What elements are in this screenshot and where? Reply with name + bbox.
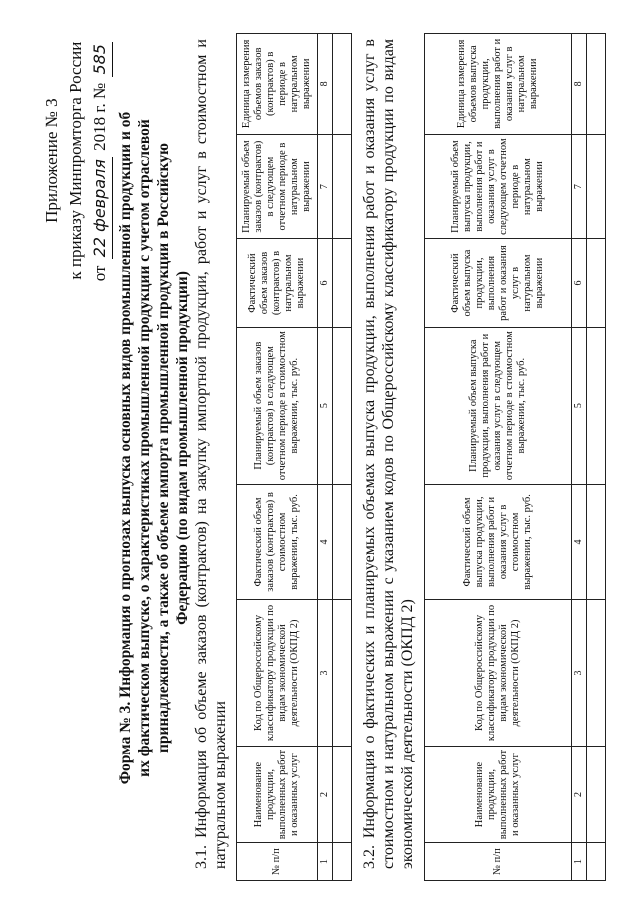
table-cell xyxy=(587,239,606,327)
column-number: 8 xyxy=(318,34,333,135)
appendix-from: от xyxy=(90,265,109,282)
table-cell xyxy=(333,134,352,239)
column-header: Единица измерения объемов выпуска продукции, выполнения работ и оказания услуг в натуральном выражении xyxy=(425,34,572,135)
table-cell xyxy=(333,327,352,484)
output-volumes-table xyxy=(424,33,606,881)
column-number: 6 xyxy=(572,239,587,327)
table-cell xyxy=(333,843,352,881)
column-number: 6 xyxy=(318,239,333,327)
table-cell xyxy=(333,746,352,842)
column-number: 4 xyxy=(318,484,333,599)
column-number: 7 xyxy=(318,134,333,239)
table-cell xyxy=(587,34,606,135)
column-header: Фактический объем заказов (контрактов) в стоимостном выражении, тыс. руб. xyxy=(237,484,318,599)
appendix-title: Приложение № 3 xyxy=(42,98,61,223)
table-row xyxy=(587,34,606,881)
table-cell xyxy=(333,600,352,747)
column-header: Код по Общероссийскому классификатору продукции по видам экономической деятельности (ОКПД 2) xyxy=(425,600,572,747)
appendix-order-line: к приказу Минпромторга России xyxy=(66,41,85,280)
column-header: Единица измерения объемов заказов (контрактов) в периоде в натуральном выражении xyxy=(237,34,318,135)
column-header: Фактический объем выпуска продукции, выполнения работ и оказания услуг в натуральном выражении xyxy=(425,239,572,327)
column-number: 3 xyxy=(572,600,587,747)
column-number: 4 xyxy=(572,484,587,599)
table-cell xyxy=(587,484,606,599)
column-header: Фактический объем выпуска продукции, выполнения работ и оказания услуг в стоимостном выражении, тыс. руб. xyxy=(425,484,572,599)
table-cell xyxy=(587,746,606,842)
column-header: № п/п xyxy=(425,843,572,881)
column-header: № п/п xyxy=(237,843,318,881)
column-header: Фактический объем заказов (контрактов) в натуральном выражении xyxy=(237,239,318,327)
column-number: 1 xyxy=(318,843,333,881)
column-number: 3 xyxy=(318,600,333,747)
table-cell xyxy=(333,239,352,327)
table-header-row xyxy=(237,34,318,881)
column-number: 1 xyxy=(572,843,587,881)
appendix-date-line xyxy=(88,40,113,281)
column-number: 5 xyxy=(572,327,587,484)
table-cell xyxy=(587,327,606,484)
column-number: 2 xyxy=(318,746,333,842)
column-number: 2 xyxy=(572,746,587,842)
table-cell xyxy=(587,600,606,747)
column-header: Планируемый объем заказов (контрактов) в следующем отчетном периоде в стоимостном выражении, тыс. руб. xyxy=(237,327,318,484)
column-number-row xyxy=(572,34,587,881)
column-number-row xyxy=(318,34,333,881)
appendix-year: 2018 г. № xyxy=(90,82,109,151)
table-row xyxy=(333,34,352,881)
column-header: Код по Общероссийскому классификатору продукции по видам экономической деятельности (ОКПД 2) xyxy=(237,600,318,747)
handwritten-date: 22 февраля xyxy=(88,157,113,259)
column-header: Планируемый объем выпуска продукции, выполнения работ и оказания услуг в следующем отчетном периоде в стоимостном выражении, тыс. руб. xyxy=(425,327,572,484)
table-cell xyxy=(587,134,606,239)
column-header: Планируемый объем заказов (контрактов) в следующем отчетном периоде в натуральном выражении xyxy=(237,134,318,239)
column-header: Планируемый объем выпуска продукции, выполнения работ и оказания услуг в следующем отчетном периоде в натуральном выражении xyxy=(425,134,572,239)
column-number: 5 xyxy=(318,327,333,484)
table-cell xyxy=(333,484,352,599)
section-1-heading: 3.1. Информация об объеме заказов (контрактов) на закупку импортной продукции, работ и услуг в стоимостном и натуральном выражении xyxy=(193,39,229,869)
column-number: 8 xyxy=(572,34,587,135)
handwritten-order-number: 585 xyxy=(88,42,113,77)
column-header: Наименование продукции, выполненных работ и оказанных услуг xyxy=(425,746,572,842)
appendix-block xyxy=(40,40,113,281)
section-2-heading: 3.2. Информация о фактических и планируемых объемах выпуска продукции, выполнения работ и оказания услуг в стоимостном и натуральном выражении с указанием кодов по Общероссийскому классификатору продукции по видам экономической деятельности (ОКПД 2) xyxy=(361,39,416,869)
table-header-row xyxy=(425,34,572,881)
column-header: Наименование продукции, выполненных работ и оказанных услуг xyxy=(237,746,318,842)
column-number: 7 xyxy=(572,134,587,239)
table-cell xyxy=(333,34,352,135)
form-title: Форма № 3. Информация о прогнозах выпуска основных видов промышленной продукции и об их фактическом выпуске, о характеристиках промышленной продукции с учетом отраслевой принадлежности, а также об объеме импорта промышленной продукции в Российскую Федерацию (по видам промышленной продукции) xyxy=(117,111,191,785)
table-cell xyxy=(587,843,606,881)
import-orders-table xyxy=(236,33,352,881)
